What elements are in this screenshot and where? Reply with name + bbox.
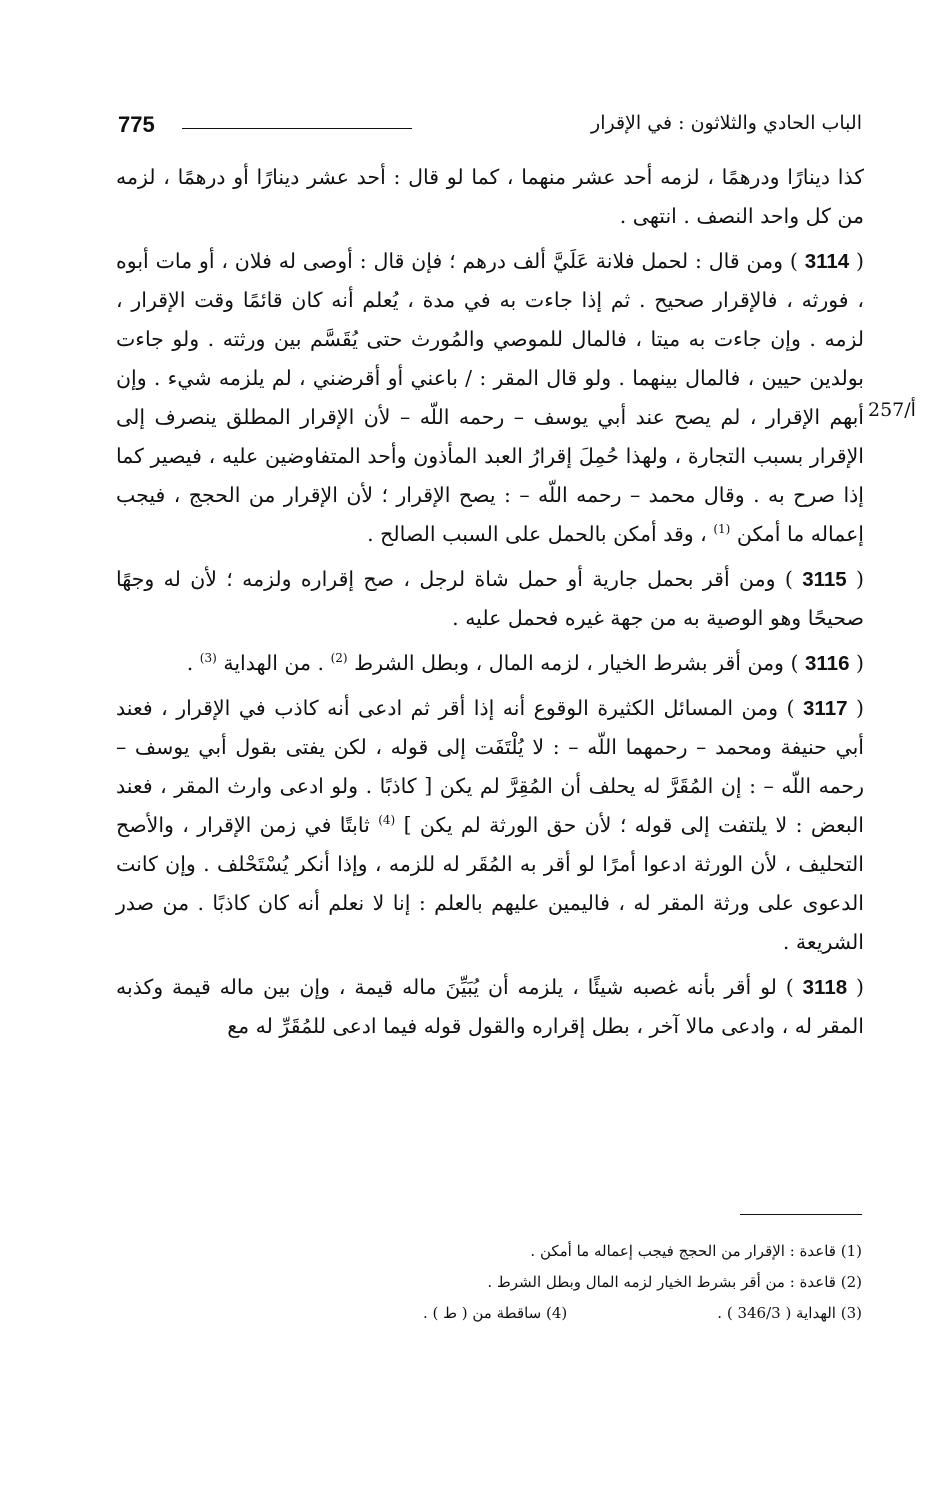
chapter-title: الباب الحادي والثلاثون : في الإقرار — [591, 112, 862, 134]
paragraph-text: ومن أقر بحمل جارية أو حمل شاة لرجل ، صح إقراره ولزمه ؛ لأن له وجهًا صحيحًا وهو الوصية به من جهة غيره فحمل عليه . — [116, 567, 864, 630]
paragraph-text: ومن أقر بشرط الخيار ، لزمه المال ، وبطل الشرط — [354, 651, 784, 675]
paragraph-text: ومن قال : لحمل فلانة عَلَيَّ ألف درهم ؛ فإن قال : أوصى له فلان ، أو مات أبوه ، فورثه ، فالإقرار صحيح . ثم إذا جاءت به في مدة ، يُعلم أنه كان قائمًا وقت الإقرار ، لزمه . وإن جاءت به ميتا ، فالمال للموصي والمُورث حتى يُقَسَّم بين ورثته . ولو جاءت بولدين حيين ، فالمال بينهما . ولو قال المقر : / باعني أو أقرضني ، لم يلزمه شيء . وإن أبهم الإقرار ، لم يصح عند أبي يوسف – رحمه اللّه – لأن الإقرار المطلق ينصرف إلى الإقرار بسبب التجارة ، ولهذا حُمِلَ إقرارُ العبد المأذون وأحد المتفاوضين عليه ، فيصير كما إذا صرح به . وقال محمد – رحمه اللّه – : يصح الإقرار ؛ لأن الإقرار من الحجج ، فيجب إعماله ما أمكن — [116, 249, 864, 546]
margin-folio-note: 257/أ — [868, 399, 916, 421]
footnote-4: (4) ساقطة من ( ط ) . — [422, 1304, 568, 1322]
footnote-1: (1) قاعدة : الإقرار من الحجج فيجب إعماله ما أمكن . — [530, 1242, 862, 1260]
paragraph-text: لو أقر بأنه غصبه شيئًا ، يلزمه أن يُبَيِّنَ ماله قيمة ، وإن بين ماله قيمة وكذبه المقر له ، وادعى مالا آخر ، بطل إقراره والقول قوله فيما ادعى للمُقَرِّ له مع — [116, 975, 864, 1038]
paragraph-3117: ( 3117 ) ومن المسائل الكثيرة الوقوع أنه إذا أقر ثم ادعى أنه كاذب في الإقرار ، فعند أبي حنيفة ومحمد – رحمهما اللّه – : لا يُلْتَفَت إلى قوله ، لكن يفتى بقول أبي يوسف – رحمه اللّه – : إن المُقَرَّ له يحلف أن المُقِرَّ لم يكن [ كاذبًا . ولو ادعى وارث المقر ، فعند البعض : لا يلتفت إلى قوله ؛ لأن حق الورثة لم يكن ] $^{(4)}$ ثابتًا في زمن الإقرار ، والأصح التحليف ، لأن الورثة ادعوا أمرًا لو أقر به المُقَر له للزمه ، وإذا أنكر يُسْتَحْلف . وإن كانت الدعوى على ورثة المقر له ، فاليمين عليهم بالعلم : إنا لا نعلم أنه كان كاذبًا . من صدر الشريعة . — [116, 696, 865, 954]
issue-number: 3117 — [803, 697, 848, 720]
paragraph-continuation — [116, 158, 864, 236]
paragraph-text: . — [186, 651, 194, 675]
body-text — [116, 158, 864, 1052]
issue-number: 3114 — [804, 250, 850, 273]
footnote-ref: (4) — [378, 813, 396, 828]
footnote-2: (2) قاعدة : من أقر بشرط الخيار لزمه المال وبطل الشرط . — [487, 1273, 862, 1291]
footnote-row — [116, 1298, 862, 1329]
paragraph-text: ، وقد أمكن بالحمل على السبب الصالح . — [367, 522, 707, 546]
footnotes — [116, 1236, 862, 1329]
paragraph-text: كذا دينارًا ودرهمًا ، لزمه أحد عشر منهما ، كما لو قال : أحد عشر دينارًا أو درهمًا ، لزمه من كل واحد النصف . انتهى . — [116, 165, 864, 228]
paragraph-text: ومن المسائل الكثيرة الوقوع أنه إذا أقر ثم ادعى أنه كاذب في الإقرار ، فعند أبي حنيفة ومحمد – رحمهما اللّه – : لا يُلْتَفَت إلى قوله ، لكن يفتى بقول أبي يوسف – رحمه اللّه – : إن المُقَرَّ له يحلف أن المُقِرَّ لم يكن [ كاذبًا . ولو ادعى وارث المقر ، فعند البعض : لا يلتفت إلى قوله ؛ لأن حق الورثة لم يكن ] — [116, 696, 864, 837]
issue-number: 3118 — [802, 976, 848, 999]
footnote-ref: (1) — [713, 522, 731, 537]
footnote-ref: (2) — [330, 651, 348, 666]
footnote-3: (3) الهداية ( 346/3 ) . — [717, 1304, 862, 1322]
header-rule — [182, 128, 412, 129]
paragraph-text: . من الهداية — [223, 651, 325, 675]
footnote-ref: (3) — [199, 651, 217, 666]
paragraph-text: ثابتًا في زمن الإقرار ، والأصح التحليف ، لأن الورثة ادعوا أمرًا لو أقر به المُقَر له للزمه ، وإذا أنكر يُسْتَحْلف . وإن كانت الدعوى على ورثة المقر له ، فاليمين عليهم بالعلم : إنا لا نعلم أنه كان كاذبًا . من صدر الشريعة . — [116, 813, 864, 954]
paragraph-3115: ( 3115 ) ومن أقر بحمل جارية أو حمل شاة لرجل ، صح إقراره ولزمه ؛ لأن له وجهًا صحيحًا وهو الوصية به من جهة غيره فحمل عليه . — [116, 567, 865, 630]
footnote-rule — [740, 1214, 862, 1215]
paragraph-3114: ( 3114 ) ومن قال : لحمل فلانة عَلَيَّ ألف درهم ؛ فإن قال : أوصى له فلان ، أو مات أبوه ، فورثه ، فالإقرار صحيح . ثم إذا جاءت به في مدة ، يُعلم أنه كان قائمًا وقت الإقرار ، لزمه . وإن جاءت به ميتا ، فالمال للموصي والمُورث حتى يُقَسَّم بين ورثته . ولو جاءت بولدين حيين ، فالمال بينهما . ولو قال المقر : / باعني أو أقرضني ، لم يلزمه شيء . وإن أبهم الإقرار ، لم يصح عند أبي يوسف – رحمه اللّه – لأن الإقرار المطلق ينصرف إلى الإقرار بسبب التجارة ، ولهذا حُمِلَ إقرارُ العبد المأذون وأحد المتفاوضين عليه ، فيصير كما إذا صرح به . وقال محمد – رحمه اللّه – : يصح الإقرار ؛ لأن الإقرار من الحجج ، فيجب إعماله ما أمكن $^{(1)}$ ، وقد أمكن بالحمل على السبب الصالح . — [116, 249, 865, 546]
page-number: 775 — [118, 112, 155, 137]
running-header — [118, 112, 862, 146]
issue-number: 3115 — [802, 568, 847, 591]
issue-number: 3116 — [805, 652, 850, 675]
paragraph-3118: ( 3118 ) لو أقر بأنه غصبه شيئًا ، يلزمه أن يُبَيِّنَ ماله قيمة ، وإن بين ماله قيمة وكذبه المقر له ، وادعى مالا آخر ، بطل إقراره والقول قوله فيما ادعى للمُقَرِّ له مع — [116, 975, 865, 1038]
paragraph-3116: ( 3116 ) ومن أقر بشرط الخيار ، لزمه المال ، وبطل الشرط $^{(2)}$ . من الهداية $^{(3)}$ . — [186, 651, 864, 675]
